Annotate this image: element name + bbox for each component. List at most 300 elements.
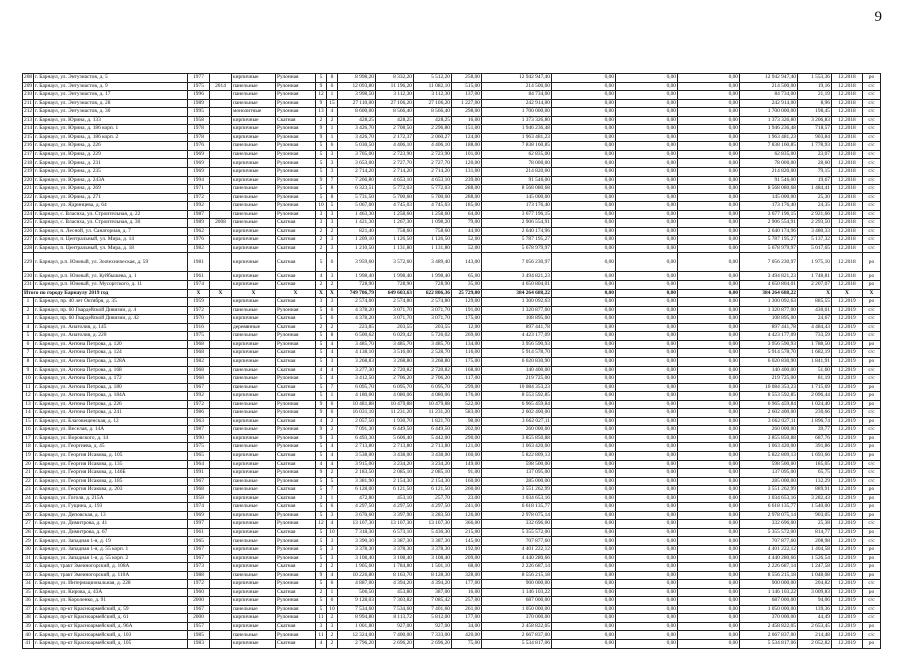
table-cell: 0,00 (552, 349, 616, 358)
table-cell: с/с (863, 82, 881, 91)
table-cell: 25,30 (798, 193, 832, 202)
table-cell: Рулонная (276, 133, 316, 142)
table-cell: 1989 (188, 219, 210, 228)
table-cell: 12.2018 (832, 150, 863, 159)
table-cell: 8 (23, 357, 34, 366)
table-cell: 0,00 (552, 159, 616, 168)
table-cell: 1 501,10 (414, 563, 452, 572)
table-cell: 1 463,30 (338, 210, 376, 219)
table-cell: 68,00 (452, 563, 482, 572)
table-cell: 0,00 (678, 451, 740, 460)
table-cell: 0,00 (678, 125, 740, 134)
table-cell: 12.2019 (832, 614, 863, 623)
table-cell: 0,00 (552, 340, 616, 349)
table-cell: 506,50 (338, 588, 376, 597)
table-cell: 5 (316, 159, 327, 168)
table-cell: 903,05 (798, 511, 832, 520)
table-cell: 2 172,37 (376, 133, 414, 142)
table-cell: 4 401 222,12 (740, 545, 798, 554)
table-cell: 9 (316, 426, 327, 435)
table-cell: 40 (23, 631, 34, 640)
table-cell: 23,07 (798, 150, 832, 159)
table-cell: 1992 (188, 392, 210, 401)
table-cell: 3 572,60 (376, 253, 414, 272)
table-cell: 0,00 (552, 554, 616, 563)
table-cell: 0,00 (616, 417, 678, 426)
table-cell: 203,55 (376, 323, 414, 332)
table-cell: 84 734,00 (740, 91, 798, 100)
table-cell: 210 (24, 91, 33, 98)
table-cell: 4 297,50 (414, 503, 452, 512)
table-cell: 1 373 326,80 (740, 116, 798, 125)
table-cell: Рулонная (276, 477, 316, 486)
table-cell: 0,00 (616, 108, 678, 117)
table-cell: 36 (23, 597, 34, 606)
table-cell: 2 906 554,91 (482, 219, 552, 228)
table-cell: 0,00 (552, 289, 616, 298)
table-cell: 1990 (188, 434, 210, 443)
table-cell: 2 696,20 (414, 640, 452, 649)
table-cell: 0,00 (552, 622, 616, 631)
table-cell: 39,77 (798, 426, 832, 435)
table-cell: 0,00 (616, 520, 678, 529)
table-cell (210, 392, 232, 401)
table-cell: 51,60 (798, 366, 832, 375)
table-cell: 137 095,00 (740, 469, 798, 478)
table-cell: ро (863, 528, 881, 537)
table-row (23, 426, 881, 435)
table-cell: деревянные (232, 323, 276, 332)
table-cell: кирпичные (232, 116, 276, 125)
table-cell: Скатная (276, 323, 316, 332)
table-cell: 1 210,50 (338, 244, 376, 253)
table-cell: 0,00 (552, 426, 616, 435)
table-cell (210, 426, 232, 435)
table-cell: 0,00 (678, 357, 740, 366)
table-cell: 1967 (188, 554, 210, 563)
table-cell: кирпичные (232, 597, 276, 606)
table-cell: 0,00 (616, 597, 678, 606)
table-row (23, 366, 881, 375)
table-cell: 2008 (210, 219, 232, 228)
table-cell: 583,00 (452, 409, 482, 418)
table-cell: 9 (23, 366, 34, 375)
table-cell: 0,00 (678, 168, 740, 177)
table-cell (210, 150, 232, 159)
table-cell: 91 546,00 (482, 176, 552, 185)
table-cell: 3 108,40 (376, 554, 414, 563)
table-cell (210, 366, 232, 375)
table-cell: 0,00 (616, 443, 678, 452)
table-row (23, 375, 881, 384)
table-cell: кирпичные (232, 168, 276, 177)
table-cell: 7 333,00 (414, 631, 452, 640)
table-cell: X (210, 289, 232, 298)
table-row (23, 563, 881, 572)
table-row (23, 605, 881, 614)
table-cell: 12.2019 (832, 477, 863, 486)
table-cell: г. Барнаул, ул. Энтузиастов, д. 5 (34, 74, 188, 83)
table-cell: 2 296,80 (414, 125, 452, 134)
table-cell: кирпичные (232, 74, 276, 83)
table-cell: с/с (863, 409, 881, 418)
table-cell: 1 526,54 (798, 554, 832, 563)
table-row (23, 400, 881, 409)
table-cell (210, 272, 232, 281)
table-cell: 288,00 (452, 185, 482, 194)
table-cell: 9 (316, 400, 327, 409)
table-row (23, 571, 881, 580)
table-cell: 0,00 (552, 537, 616, 546)
table-cell: 1 (327, 125, 338, 134)
table-cell: 6 020 830,90 (740, 357, 798, 366)
table-cell: г. Барнаул, ул. Анатолия, д. 220 (34, 332, 188, 341)
table-cell (210, 281, 232, 290)
table-cell: 0,00 (616, 219, 678, 228)
table-cell (210, 236, 232, 245)
table-cell: 0,00 (552, 253, 616, 272)
table-row (23, 631, 881, 640)
table-cell: 0,00 (552, 545, 616, 554)
table-cell: 4 (327, 451, 338, 460)
table-cell: 285 000,00 (740, 477, 798, 486)
table-cell (210, 503, 232, 512)
table-cell: 1965 (188, 537, 210, 546)
table-cell: 6 (327, 503, 338, 512)
table-cell: 91,00 (452, 469, 482, 478)
table-cell: 1 998,40 (376, 272, 414, 281)
table-cell: 7 534,60 (376, 605, 414, 614)
table-cell: 5 (316, 511, 327, 520)
table-row (23, 409, 881, 418)
table-cell: кирпичные (232, 460, 276, 469)
table-cell: 12.2018 (832, 116, 863, 125)
table-cell: 384 264 688,22 (482, 289, 552, 298)
table-cell: 3 426,70 (338, 133, 376, 142)
table-cell: г. Барнаул, ул. Юрина, д. 271 (34, 193, 188, 202)
table-cell: 428,25 (376, 116, 414, 125)
table-cell: 4 653,10 (376, 176, 414, 185)
table-cell: 8 994,80 (338, 614, 376, 623)
table-cell: Рулонная (276, 91, 316, 100)
table-cell: панельные (232, 142, 276, 151)
table-cell: 4 745,03 (376, 202, 414, 211)
table-cell: 224 (24, 210, 33, 217)
table-cell: 5 (316, 74, 327, 83)
table-cell: 12.2019 (832, 400, 863, 409)
table-cell: г. Барнаул, ул. Западная 1-я, д. 55 корп. 1 (34, 545, 188, 554)
table-cell: 228 (24, 245, 33, 251)
table-cell: 34 (23, 580, 34, 589)
table-cell: кирпичные (232, 253, 276, 272)
table-cell: 0,00 (552, 236, 616, 245)
table-cell: 6 (327, 580, 338, 589)
table-cell: 0,00 (552, 298, 616, 307)
table-cell: 885,55 (798, 298, 832, 307)
table-cell: 1975 (188, 332, 210, 341)
table-cell: 12.2019 (832, 469, 863, 478)
table-row (23, 108, 881, 117)
table-cell: ро (863, 622, 881, 631)
table-cell: 5 (316, 142, 327, 151)
table-cell: 1 050 000,00 (482, 605, 552, 614)
table-cell: 1 905,60 (338, 563, 376, 572)
table-cell: 1972 (188, 580, 210, 589)
table-cell: 177,00 (452, 614, 482, 623)
table-cell: X (798, 289, 832, 298)
table-cell: 0,00 (552, 605, 616, 614)
table-cell: 0,00 (552, 409, 616, 418)
table-cell: 2 653,45 (798, 622, 832, 631)
table-cell: панельные (232, 409, 276, 418)
table-cell: Скатная (276, 588, 316, 597)
table-cell: 3 (23, 315, 34, 324)
table-cell: ро (863, 417, 881, 426)
table-cell: 328,00 (452, 571, 482, 580)
table-cell: 1974 (188, 281, 210, 290)
table-cell: 927,00 (414, 622, 452, 631)
table-cell: 4 080,06 (376, 392, 414, 401)
table-cell: 1 788,50 (798, 340, 832, 349)
table-cell: 10 479,88 (414, 400, 452, 409)
table-cell: 370 000,00 (740, 614, 798, 623)
table-cell: 0,00 (616, 99, 678, 108)
table-cell: 2 154,30 (414, 477, 452, 486)
table-cell: с/с (863, 125, 881, 134)
table-row (23, 640, 881, 649)
table-cell (210, 244, 232, 253)
table-cell: Скатная (276, 236, 316, 245)
table-cell: 2 458 822,05 (482, 622, 552, 631)
table-row (23, 494, 881, 503)
table-cell: 733,59 (798, 332, 832, 341)
table-cell: ро (863, 494, 881, 503)
table-cell: 229 (23, 253, 34, 272)
table-cell: 4 653,10 (414, 176, 452, 185)
table-cell: 5 (316, 528, 327, 537)
table-cell: 257,00 (452, 597, 482, 606)
table-cell: 2 052,82 (798, 640, 832, 649)
table-cell: 0,00 (678, 486, 740, 495)
table-cell: 5 030,50 (338, 142, 376, 151)
table-cell: 0,00 (678, 306, 740, 315)
table-row (23, 443, 881, 452)
table-cell: 10 (316, 202, 327, 211)
table-cell: г. Барнаул, ул. Благовещенская, д. 12 (34, 417, 188, 426)
table-cell: 2 (316, 281, 327, 290)
table-cell: 3 485,70 (338, 340, 376, 349)
table-cell: 1973 (188, 563, 210, 572)
table-cell: 1969 (188, 150, 210, 159)
table-cell: 260 000,00 (482, 426, 552, 435)
table-cell: Скатная (276, 349, 316, 358)
table-cell: 173 176,40 (482, 202, 552, 211)
table-cell: 12.2019 (832, 597, 863, 606)
table-cell: 687 000,00 (740, 597, 798, 606)
table-row (23, 503, 881, 512)
table-cell: 0,00 (616, 202, 678, 211)
table-cell: 1 034 653,16 (482, 494, 552, 503)
table-cell: 27 106,20 (414, 99, 452, 108)
table-cell: 13 107,30 (338, 520, 376, 529)
table-cell: 1972 (188, 193, 210, 202)
table-cell: 1957 (188, 622, 210, 631)
table-cell: 12.2018 (832, 281, 863, 290)
table-cell: 3 705,00 (338, 150, 376, 159)
table-cell: 0,00 (552, 142, 616, 151)
table-row (23, 133, 881, 142)
table-cell: 4 080,06 (414, 392, 452, 401)
table-cell: 0,00 (678, 588, 740, 597)
table-cell: г. Барнаул, ул. Юрина, д. 186 корп. 2 (34, 133, 188, 142)
table-cell: ро (863, 486, 881, 495)
table-cell: 12.2018 (832, 227, 863, 236)
table-cell: 3 (327, 159, 338, 168)
table-cell: 6 618 135,77 (482, 503, 552, 512)
table-cell: 0,00 (616, 640, 678, 649)
table-cell: 0,00 (678, 210, 740, 219)
table-cell: 5 914 578,70 (740, 349, 798, 358)
table-cell: 2 640 174,96 (740, 227, 798, 236)
table-cell: г. Барнаул, ул. Антона Петрова, д. 172 (34, 375, 188, 384)
table-cell: 209 (24, 82, 33, 89)
table-cell: 453,10 (376, 494, 414, 503)
table-cell: 9 (316, 434, 327, 443)
table-cell: 1 050 000,00 (740, 605, 798, 614)
table-cell: 370 000,00 (482, 614, 552, 623)
table-cell: 1 540,00 (798, 503, 832, 512)
table-cell: Рулонная (276, 434, 316, 443)
table-row (23, 434, 881, 443)
table-cell: 1 841,91 (798, 357, 832, 366)
table-cell: 28,60 (798, 159, 832, 168)
table-cell: 1 146 103,22 (482, 588, 552, 597)
table-cell: 1983 (188, 640, 210, 649)
table-cell: 38 (23, 614, 34, 623)
table-cell: Рулонная (276, 142, 316, 151)
table-cell: 1 693,66 (798, 451, 832, 460)
table-cell: кирпичные (232, 133, 276, 142)
table-cell: 0,00 (678, 494, 740, 503)
table-cell: 11 231,20 (376, 409, 414, 418)
table-cell (210, 202, 232, 211)
table-cell: 1916 (188, 323, 210, 332)
table-cell: 5 (316, 605, 327, 614)
table-row (23, 281, 881, 290)
table-cell: 3 282,43 (798, 494, 832, 503)
table-cell: 0,00 (678, 366, 740, 375)
table-cell: 2 (327, 281, 338, 290)
table-cell: с/с (863, 193, 881, 202)
table-cell: панельные (232, 375, 276, 384)
table-cell: ро (863, 511, 881, 520)
table-cell: 1 421,30 (338, 219, 376, 228)
table-cell: кирпичные (232, 580, 276, 589)
table-cell: 44,00 (452, 227, 482, 236)
table-cell: 3 071,70 (376, 315, 414, 324)
table-cell: 5 (316, 349, 327, 358)
table-cell: 3 (316, 298, 327, 307)
table-cell: ро (863, 545, 881, 554)
table-cell: 0,00 (616, 244, 678, 253)
table-cell: 32 (23, 563, 34, 572)
table-cell: 5 534 817,06 (740, 640, 798, 649)
table-cell: 1 126,50 (376, 236, 414, 245)
table-cell: 0,00 (678, 375, 740, 384)
table-cell: 216 (24, 142, 33, 149)
table-cell: 0,00 (616, 150, 678, 159)
table-cell: ро (863, 357, 881, 366)
table-row (23, 168, 881, 177)
table-cell: 5 (316, 193, 327, 202)
table-cell: 0,00 (678, 383, 740, 392)
table-cell: 3 677 196,15 (482, 210, 552, 219)
table-cell: 0,00 (616, 571, 678, 580)
table-row (23, 537, 881, 546)
table-cell: 8 553 592,85 (740, 392, 798, 401)
table-row (23, 193, 881, 202)
table-row (23, 511, 881, 520)
table-cell: 1 700 000,00 (740, 108, 798, 117)
table-cell: 3 485,70 (376, 340, 414, 349)
table-cell: ро (863, 74, 881, 83)
table-cell: с/с (863, 306, 881, 315)
table-cell: 472,80 (338, 494, 376, 503)
table-cell: 2 (316, 116, 327, 125)
table-cell: 0,00 (616, 74, 678, 83)
table-cell: 261,00 (452, 605, 482, 614)
table-cell: 12.2019 (832, 537, 863, 546)
table-cell: 1 784,80 (376, 563, 414, 572)
table-cell (210, 185, 232, 194)
table-cell (210, 323, 232, 332)
table-cell: 220 (24, 176, 33, 183)
table-cell: г. Барнаул, ул. Георгия Исакова, д. 185 (34, 477, 188, 486)
table-cell: Скатная (276, 563, 316, 572)
table-cell: 749 706,79 (338, 289, 376, 298)
table-cell: 12.2018 (832, 244, 863, 253)
table-row (23, 545, 881, 554)
table-cell: 12.2019 (832, 434, 863, 443)
table-cell: 0,00 (616, 486, 678, 495)
table-cell: 11 231,20 (414, 409, 452, 418)
table-cell: 2 057,50 (338, 417, 376, 426)
table-cell: 175,00 (452, 315, 482, 324)
table-cell: с/с (863, 142, 881, 151)
table-cell: г. Барнаул, пр-кт Красноармейский, д. 105 (34, 640, 188, 649)
table-cell: 687 000,00 (482, 597, 552, 606)
table-cell: 177,00 (452, 580, 482, 589)
table-cell: 428,25 (338, 116, 376, 125)
table-cell: 0,00 (678, 477, 740, 486)
table-cell: 6 020 830,90 (482, 357, 552, 366)
table-cell: 12 (316, 520, 327, 529)
table-cell: 0,00 (616, 133, 678, 142)
table-cell: 4 (327, 340, 338, 349)
table-cell: 0,00 (616, 426, 678, 435)
table-cell: Рулонная (276, 409, 316, 418)
table-cell: г. Барнаул, ул. Гущина, д. 193 (34, 503, 188, 512)
table-cell: 0,00 (678, 202, 740, 211)
table-cell: с/с (863, 631, 881, 640)
table-cell: 129,00 (452, 298, 482, 307)
table-cell: 5 436,30 (414, 528, 452, 537)
table-cell: 211 (24, 99, 32, 106)
table-cell: 7 (23, 349, 34, 358)
table-cell: панельные (232, 400, 276, 409)
table-cell: 0,00 (678, 622, 740, 631)
table-cell: 3 (327, 244, 338, 253)
